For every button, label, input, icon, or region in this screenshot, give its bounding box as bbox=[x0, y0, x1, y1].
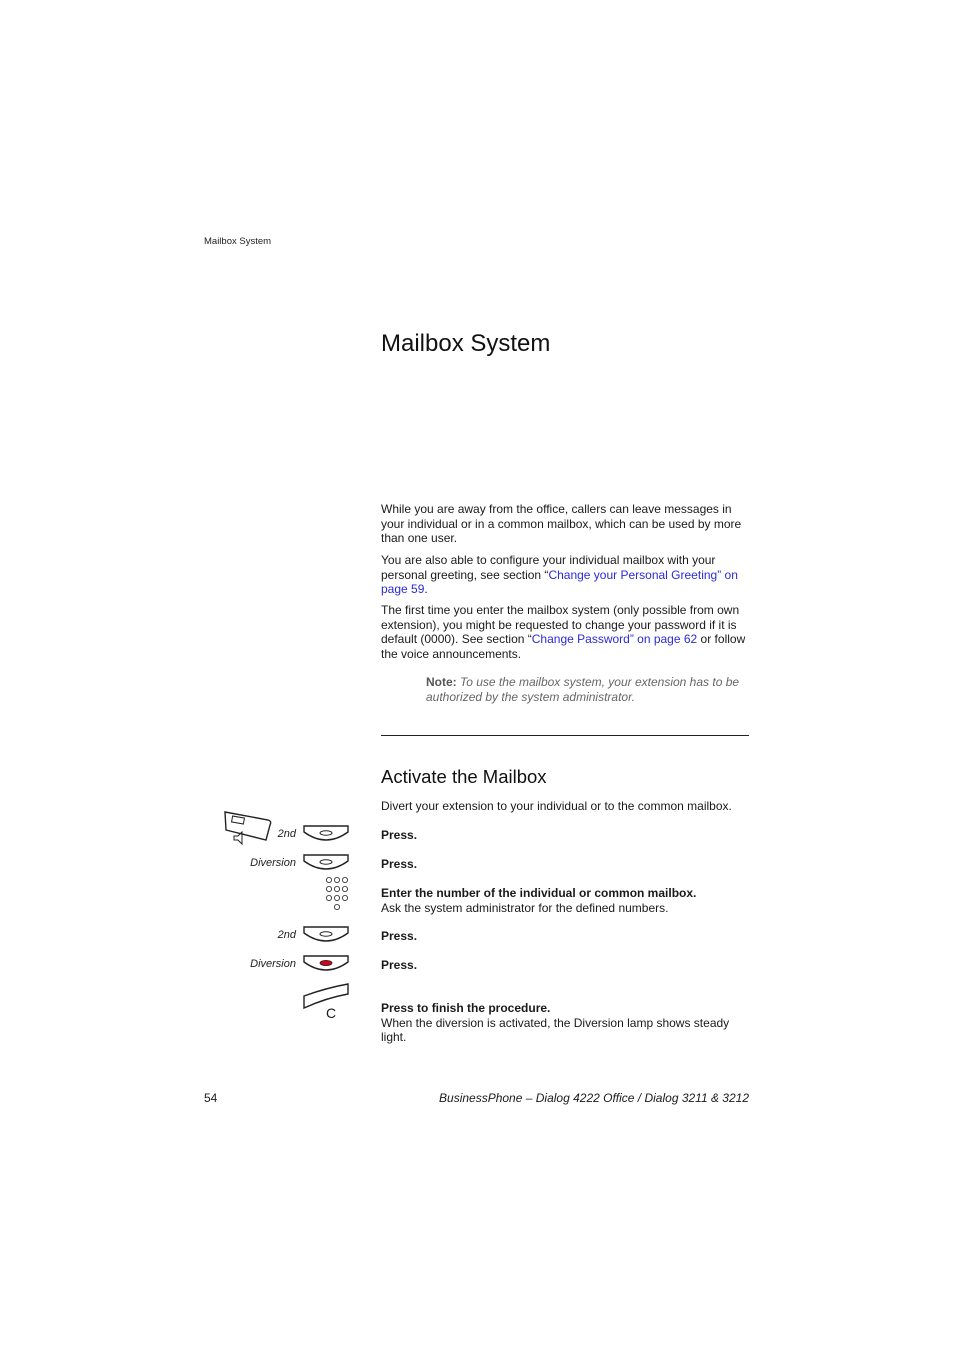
function-key-icon[interactable] bbox=[302, 824, 350, 844]
intro-paragraph-3-text: The first time you enter the mailbox system (only possible from own extension), you might be requested to change your password if it is default (0000). See section “ bbox=[381, 603, 740, 647]
step-2-action-text: Press. bbox=[381, 857, 418, 871]
step-3 bbox=[381, 886, 751, 915]
section-divider bbox=[381, 735, 749, 736]
intro-paragraph-1: While you are away from the office, callers can leave messages in your individual or in a common mailbox, which can be used by more than one user. bbox=[381, 502, 742, 546]
keypad-icon[interactable] bbox=[324, 876, 352, 912]
section-description: Divert your extension to your individual or to the common mailbox. bbox=[381, 799, 732, 813]
step-5-action bbox=[381, 958, 751, 973]
step-3-detail: Ask the system administrator for the defined numbers. bbox=[381, 900, 669, 915]
step-6-action: Press to finish the procedure. bbox=[381, 1001, 551, 1015]
key-label-diversion: Diversion bbox=[250, 958, 296, 970]
key-label-2nd: 2nd bbox=[277, 828, 296, 840]
section-title: Activate the Mailbox bbox=[381, 766, 547, 787]
running-header: Mailbox System bbox=[204, 236, 272, 247]
step-1-action-text: Press. bbox=[381, 828, 418, 842]
intro-paragraph-2-end: . bbox=[424, 582, 428, 597]
note-text: To use the mailbox system, your extension has to be authorized by the system administrator. bbox=[426, 675, 740, 704]
note bbox=[426, 675, 751, 704]
step-3-action: Enter the number of the individual or common mailbox. bbox=[381, 886, 697, 900]
key-label-2nd: 2nd bbox=[277, 929, 296, 941]
key-label-diversion: Diversion bbox=[250, 857, 296, 869]
diversion-key-lamp-on-icon[interactable] bbox=[302, 954, 350, 974]
diversion-key-icon[interactable] bbox=[302, 853, 350, 873]
intro-paragraph-2-text: You are also able to configure your individual mailbox with your personal greeting, see section “ bbox=[381, 553, 716, 582]
step-6 bbox=[381, 1001, 751, 1045]
step-5-action-text: Press. bbox=[381, 958, 418, 972]
step-4-action bbox=[381, 929, 751, 944]
step-2-action bbox=[381, 857, 751, 872]
link-change-password[interactable]: Change Password” on page 62 bbox=[531, 632, 698, 647]
step-6-detail: When the diversion is activated, the Diversion lamp shows steady light. bbox=[381, 1015, 730, 1045]
intro-paragraph-3-end: or follow the voice announcements. bbox=[381, 632, 746, 661]
link-personal-greeting[interactable]: Change your Personal Greeting” on page 59 bbox=[381, 567, 738, 597]
function-key-icon[interactable] bbox=[302, 925, 350, 945]
clear-key-label: C bbox=[326, 1005, 337, 1021]
step-4-action-text: Press. bbox=[381, 929, 418, 943]
page-title: Mailbox System bbox=[381, 330, 551, 357]
step-1-action bbox=[381, 828, 751, 843]
intro-paragraph-3 bbox=[381, 603, 751, 661]
page-number: 54 bbox=[204, 1091, 218, 1105]
footer-product-title: BusinessPhone – Dialog 4222 Office / Dialog 3211 & 3212 bbox=[439, 1091, 749, 1105]
intro-paragraph-2 bbox=[381, 553, 751, 597]
note-label: Note: bbox=[426, 675, 457, 689]
